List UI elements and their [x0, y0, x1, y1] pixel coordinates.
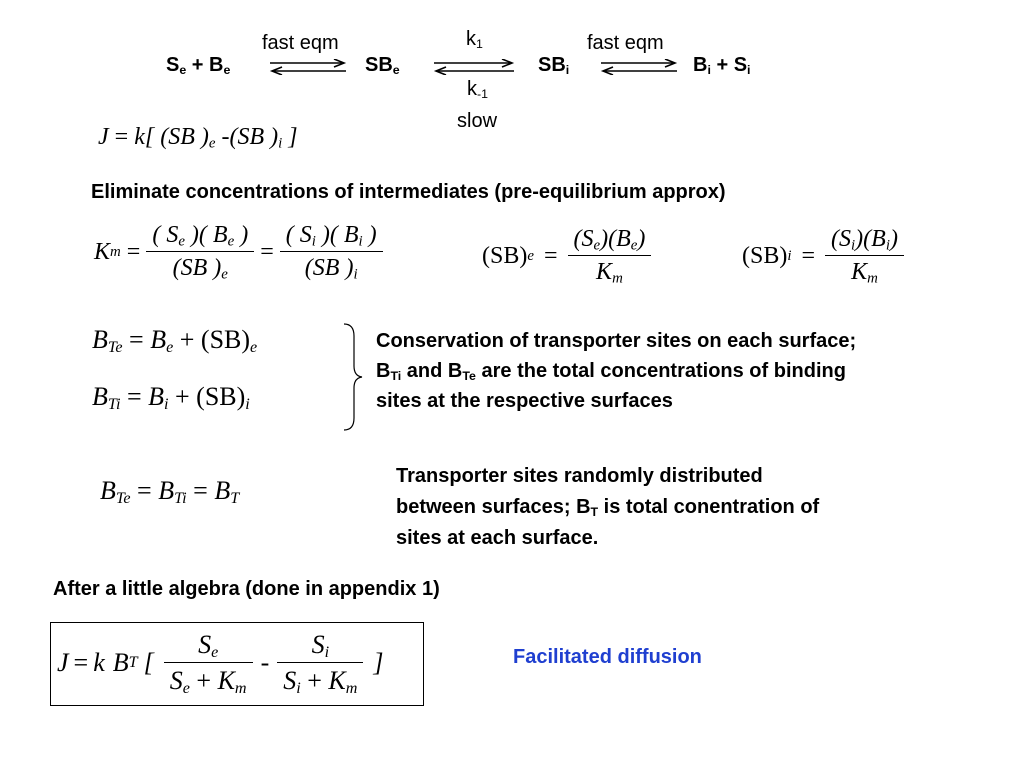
conservation-line-3: sites at the respective surfaces [376, 390, 673, 412]
k1-sub: 1 [476, 37, 483, 52]
sbe-symbol: (SB) [482, 242, 528, 269]
equals-sign: = [801, 242, 816, 269]
bti-symbol: B [158, 476, 175, 505]
sbi-text: SB [538, 54, 566, 76]
external-numerator: $S_e$ [198, 630, 219, 662]
equilibrium-arrow-2 [432, 59, 516, 75]
slow-label: slow [457, 110, 498, 132]
random-distribution-note [396, 461, 819, 554]
equilibrium-arrow-3 [599, 59, 679, 75]
bte-symbol: B [100, 476, 116, 505]
external-fraction [164, 630, 253, 696]
km-denominator-external: (SB )$_e$ [172, 255, 228, 283]
reactant-plus: + [186, 54, 210, 76]
conservation-note [376, 326, 856, 416]
right-brace [340, 322, 364, 432]
k1-label [466, 28, 483, 51]
close-bracket: ] [373, 648, 384, 677]
random-line-1: Transporter sites randomly distributed [396, 465, 763, 487]
bti-equation [92, 382, 250, 412]
sbe-numerator: $(S_e)(B_e)$ [573, 226, 646, 254]
sbe-text: SB [365, 54, 393, 76]
equals-sign-2: = [260, 238, 274, 265]
facilitated-diffusion-label: Facilitated diffusion [513, 646, 702, 668]
sbe-term: (SB) [200, 325, 251, 354]
bt-equation [100, 476, 239, 506]
rate-constant: k [93, 648, 105, 677]
km1-text: k [467, 78, 477, 100]
fast-eqm-label-1: fast eqm [262, 32, 339, 54]
bte-symbol: B [92, 325, 108, 354]
bte-equation [92, 325, 257, 355]
sbi-sub: i [565, 63, 570, 78]
sbi-label [538, 54, 569, 77]
bti-sub: Ti [174, 490, 187, 508]
sbe-term-sub: e [250, 339, 258, 357]
bti-symbol: B [92, 382, 108, 411]
equals-sign: = [126, 382, 142, 411]
sbe-denominator: $K_m$ [596, 259, 623, 287]
sbi-equation: (SB) i = $\frac{(S_i)(B_i)}{K_m}$ [742, 226, 904, 286]
random-line-2: between surfaces; $B_T$ is total conentration of [396, 496, 820, 520]
products-label [693, 54, 751, 77]
km-fraction-external [146, 222, 254, 282]
equals-sign: = [73, 648, 89, 677]
bt-sub: T [230, 490, 240, 508]
km-numerator-internal: ( $S_i$ )( $B_i$ ) [285, 222, 377, 250]
conservation-line-2: $B_{Ti}$ and $B_{Te}$ are the total concentrations of binding [376, 360, 846, 384]
heading-eliminate: Eliminate concentrations of intermediates (pre-equilibrium approx) [91, 181, 726, 203]
bti-sub: Ti [107, 396, 121, 414]
k-minus-1-label [467, 78, 488, 101]
reactant-s-sub: e [179, 63, 187, 78]
reactant-s: S [166, 54, 180, 76]
external-denominator: $S_e + K_m$ [169, 666, 247, 698]
final-equation: J = k B T [ $\frac{S_e}{S_e + K_m}$ - $\frac{S_i}{S_i + K_m}$ ] [57, 630, 384, 698]
sbe-label [365, 54, 400, 77]
equals-sign: = [543, 242, 558, 269]
reactant-b: B [209, 54, 224, 76]
km1-sub: -1 [477, 87, 489, 102]
sbi-symbol: (SB) [742, 242, 788, 269]
sb-term-i: (SB [229, 124, 265, 150]
heading-algebra: After a little algebra (done in appendix 1) [53, 578, 440, 600]
equals-sign: = [129, 325, 144, 354]
bi-sub: i [164, 396, 169, 414]
sbe-fraction [568, 226, 652, 286]
sbi-numerator: $(S_i)(B_i)$ [831, 226, 898, 254]
close-paren-i: ) [270, 124, 279, 150]
reactant-b-sub: e [223, 63, 231, 78]
internal-fraction [277, 630, 363, 696]
equals-sign-1: = [137, 476, 152, 505]
km-denominator-internal: (SB )$_i$ [304, 255, 358, 283]
be-symbol: B [150, 325, 167, 354]
bte-sub: Te [107, 339, 123, 357]
flux-equation [98, 124, 298, 151]
plus-sign: + [179, 325, 195, 354]
internal-numerator: $S_i$ [311, 630, 330, 662]
flux-symbol: J [98, 124, 109, 150]
open-bracket: [ [144, 124, 155, 150]
reactants-label [166, 54, 230, 77]
equilibrium-arrow-1 [268, 59, 348, 75]
open-bracket: [ [143, 648, 154, 677]
sbi-term-sub: i [245, 396, 250, 414]
equals-sign-2: = [193, 476, 208, 505]
km-fraction-internal [280, 222, 383, 282]
conservation-line-1: Conservation of transporter sites on each surface; [376, 330, 857, 352]
bte-sub: Te [115, 490, 131, 508]
product-s: S [733, 54, 748, 76]
close-paren-e: ) [200, 124, 209, 150]
bt-symbol: B [214, 476, 231, 505]
product-b-sub: i [707, 63, 711, 78]
product-s-sub: i [747, 63, 751, 78]
internal-denominator: $S_i + K_m$ [283, 666, 358, 698]
km-numerator-external: ( $S_e$ )( $B_e$ ) [152, 222, 249, 250]
k1-text: k [466, 28, 476, 50]
bt-symbol: B [112, 648, 129, 677]
minus-sign: - [221, 124, 230, 150]
sbi-fraction [825, 226, 904, 286]
sbe-equation: (SB) e = $\frac{(S_e)(B_e)}{K_m}$ [482, 226, 651, 286]
equals-sign-1: = [126, 238, 141, 265]
sbi-term: (SB) [196, 382, 246, 411]
flux-symbol: J [57, 648, 69, 677]
equals-sign: = [114, 124, 129, 150]
sub-e: e [208, 135, 216, 152]
close-bracket: ] [288, 124, 298, 150]
km-symbol: K [94, 238, 111, 265]
sub-i: i [278, 135, 283, 152]
sb-term-e: (SB [160, 124, 195, 150]
plus-sign: + [174, 382, 190, 411]
sbe-sub: e [392, 63, 400, 78]
km-equation: K m = $\frac{( S_e )( B_e )}{(SB )_e}$ = $\frac{( S_i )( B_i )}{(SB )_i}$ [94, 222, 383, 282]
product-plus: + [710, 54, 734, 76]
rate-constant: k [134, 124, 145, 150]
minus-sign: - [260, 648, 270, 677]
be-sub: e [166, 339, 174, 357]
product-b: B [693, 54, 708, 76]
fast-eqm-label-2: fast eqm [587, 32, 664, 54]
sbi-denominator: $K_m$ [851, 259, 878, 287]
random-line-3: sites at each surface. [396, 527, 599, 549]
bi-symbol: B [148, 382, 164, 411]
